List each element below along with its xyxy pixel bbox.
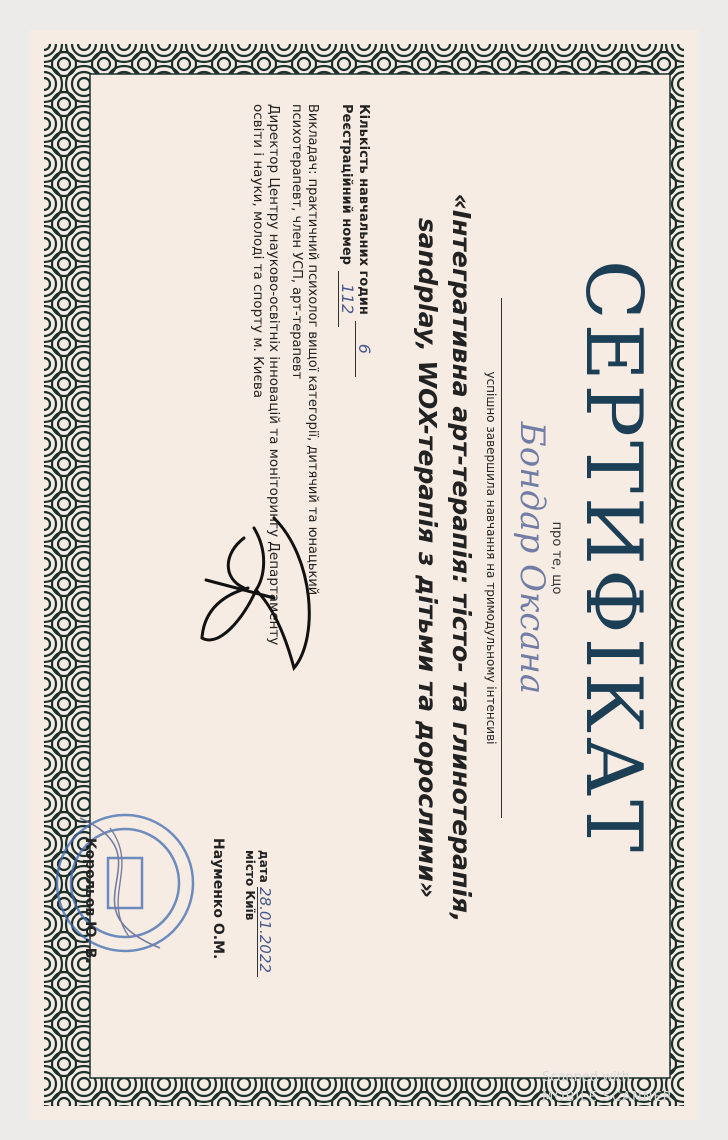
- completed-text: успішно завершила навчання на тримодульному інтенсиві: [484, 371, 498, 745]
- certificate-title: СЕРТИФІКАТ: [568, 259, 658, 857]
- reg-row: [338, 104, 355, 664]
- hours-value: 6: [355, 321, 372, 377]
- date-block: [243, 850, 272, 1040]
- watermark-line1: Scanned with: [542, 1070, 630, 1085]
- director-text: Директор Центру науково-освітніх інновацій та моніторингу Департаменту освіти і науки, молоді та спорту м. Києва: [250, 104, 282, 646]
- about-text: про те, що: [549, 521, 564, 595]
- hours-label: Кількість навчальних годин: [356, 104, 371, 315]
- date-label: дата: [257, 850, 271, 883]
- lecturer-text: Викладач: практичний психолог вищої категорії, дитячий та юнацький психотерапевт, член УСП, арт-терапевт: [289, 104, 320, 596]
- recipient-name: Бондар Оксана: [512, 421, 552, 695]
- reg-label: Реєстраційний номер: [339, 104, 354, 265]
- reg-value: 112: [338, 271, 355, 327]
- name-underline: [501, 298, 502, 818]
- butterfly-logo: [194, 498, 314, 688]
- signatory-lecturer: Науменко О.М.: [210, 838, 226, 960]
- city-label: місто Київ: [243, 850, 257, 921]
- official-stamp: [50, 808, 200, 958]
- hours-row: [355, 104, 372, 664]
- date-value: 28.01.2022: [257, 887, 272, 977]
- signatory-director: Корольов Ю. В.: [82, 838, 98, 964]
- watermark-line2: MOBILE SCANNER: [542, 1090, 673, 1105]
- scanner-watermark: [542, 1068, 673, 1108]
- course-title: «Інтегративна арт-терапія: тісто- та глинотерапія, sandplay, WOX-терапія з дітьми та дорослими»: [413, 193, 476, 923]
- certificate-content: [44, 68, 664, 1048]
